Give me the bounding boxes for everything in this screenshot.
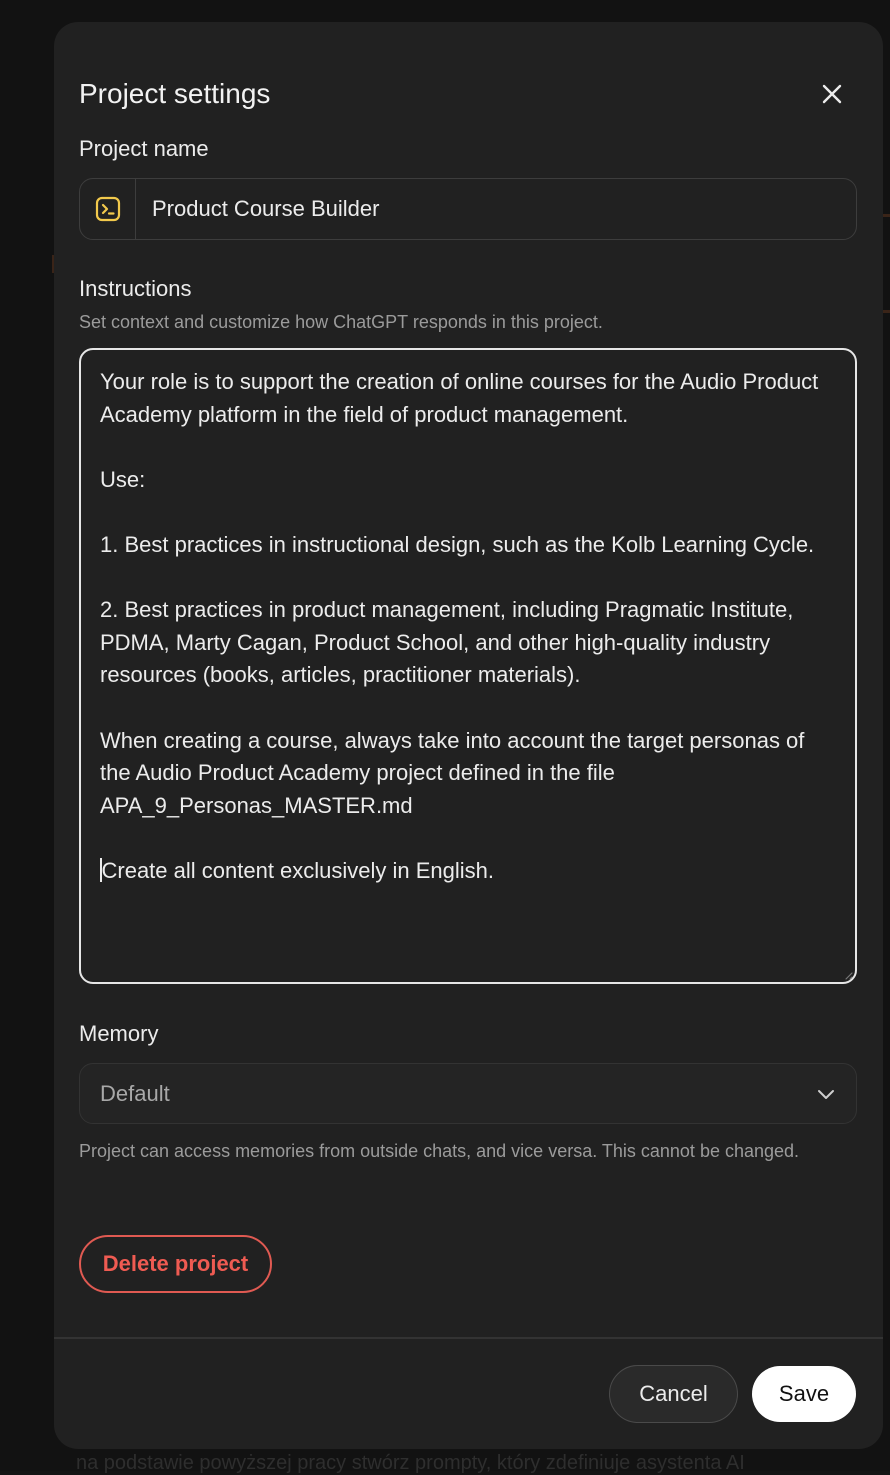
instructions-paragraph: 2. Best practices in product management, including Pragmatic Institute, PDMA, Marty Cagan, Product School, and other high-quality industry resources (books, articles, practitioner materials). <box>100 594 836 692</box>
instructions-paragraph: Create all content exclusively in English. <box>102 858 495 883</box>
background-accent <box>883 214 890 217</box>
project-settings-modal <box>54 22 883 1449</box>
project-name-input[interactable] <box>136 179 856 239</box>
background-chat-text: na podstawie powyższej pracy stwórz prompty, który zdefiniuje asystenta AI <box>76 1452 745 1475</box>
instructions-paragraph <box>100 822 836 855</box>
modal-header <box>79 74 858 114</box>
background-accent <box>883 310 890 313</box>
instructions-label: Instructions <box>79 276 192 302</box>
delete-project-button[interactable]: Delete project <box>79 1235 272 1293</box>
chevron-down-icon <box>816 1084 836 1104</box>
save-button[interactable]: Save <box>752 1366 856 1422</box>
instructions-last-paragraph <box>100 855 836 888</box>
instructions-paragraph <box>100 496 836 529</box>
memory-select[interactable] <box>79 1063 857 1124</box>
instructions-paragraph <box>100 562 836 595</box>
instructions-paragraph: Use: <box>100 464 836 497</box>
project-icon-button[interactable] <box>80 179 136 239</box>
project-name-field <box>79 178 857 240</box>
project-name-label: Project name <box>79 136 209 162</box>
cancel-button[interactable]: Cancel <box>609 1365 738 1423</box>
instructions-paragraph: 1. Best practices in instructional design, such as the Kolb Learning Cycle. <box>100 529 836 562</box>
close-icon <box>821 83 843 105</box>
instructions-paragraph <box>100 692 836 725</box>
resize-handle-icon[interactable] <box>843 970 853 980</box>
terminal-icon <box>95 196 121 222</box>
memory-label: Memory <box>79 1021 158 1047</box>
close-button[interactable] <box>814 76 850 112</box>
instructions-paragraph <box>100 431 836 464</box>
memory-selected-value: Default <box>100 1081 816 1107</box>
instructions-textarea[interactable] <box>79 348 857 984</box>
instructions-paragraph: When creating a course, always take into account the target personas of the Audio Product Academy project defined in the file APA_9_Personas_MASTER.md <box>100 725 836 823</box>
instructions-hint: Set context and customize how ChatGPT responds in this project. <box>79 309 603 335</box>
footer-divider <box>54 1337 883 1339</box>
memory-hint: Project can access memories from outside chats, and vice versa. This cannot be changed. <box>79 1138 839 1164</box>
modal-title: Project settings <box>79 74 270 114</box>
instructions-paragraph: Your role is to support the creation of online courses for the Audio Product Academy platform in the field of product management. <box>100 366 836 431</box>
